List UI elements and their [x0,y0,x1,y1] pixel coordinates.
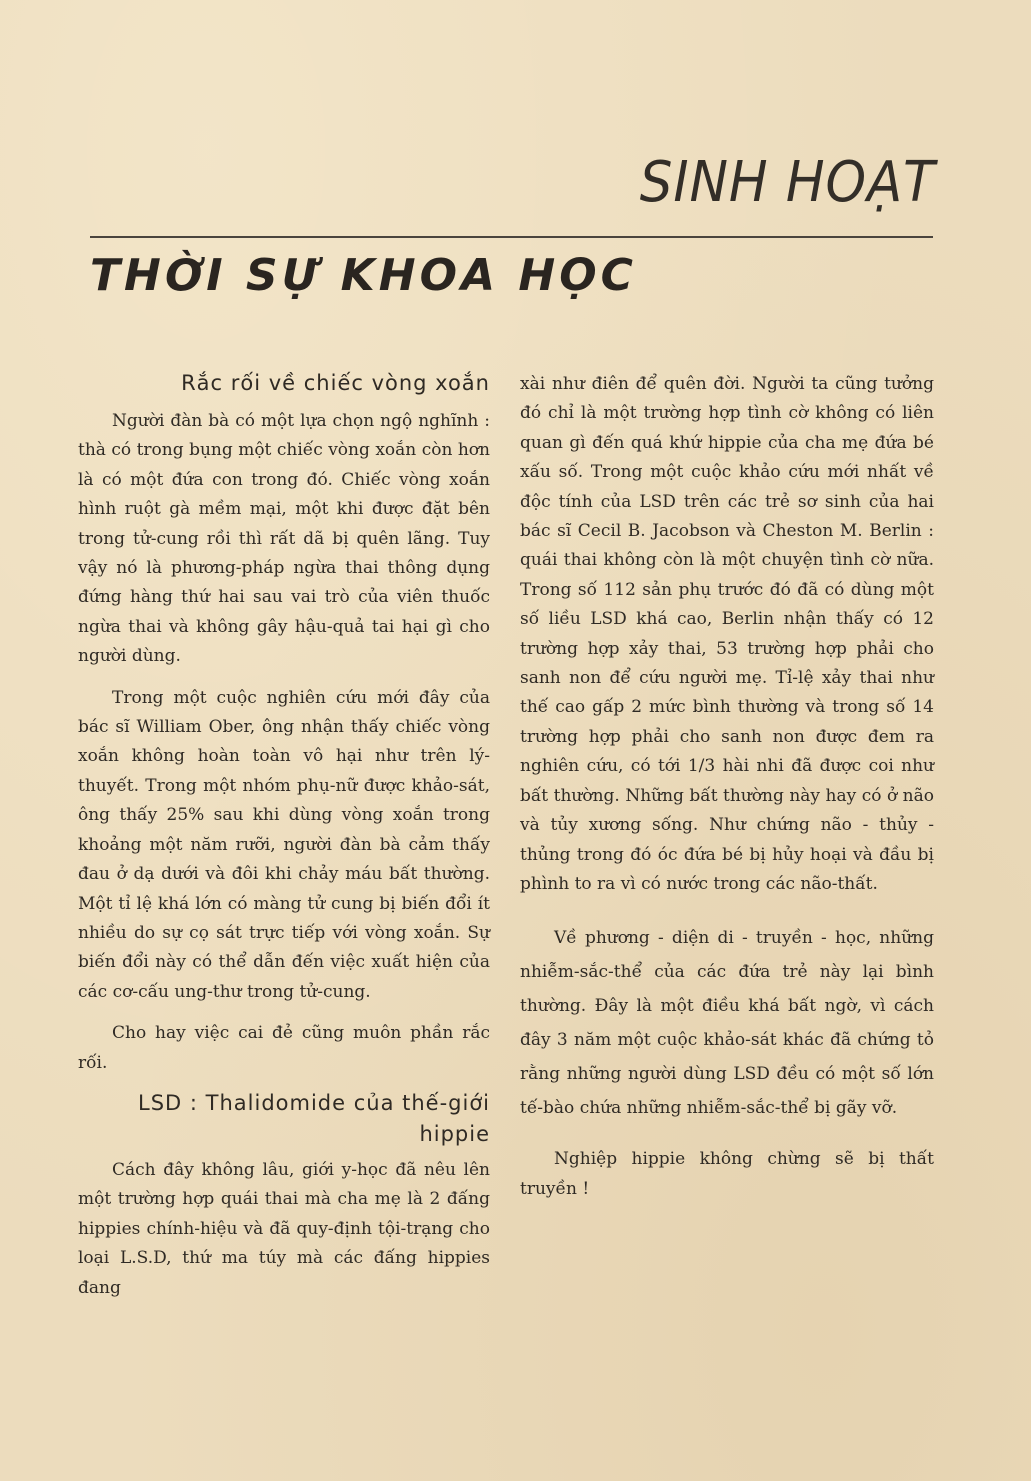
left-column [78,368,490,1303]
article2-headline: LSD : Thalidomide của thế-giới hippie [138,1090,490,1146]
section-label: SINH HOẠT [640,150,936,215]
section-title: THỜI SỰ KHOA HỌC [90,250,637,301]
right-column [520,370,934,1204]
article1-headline: Rắc rối về chiếc vòng xoắn [181,371,490,395]
article1-paragraph: Người đàn bà có một lựa chọn ngộ nghĩnh : thà có trong bụng một chiếc vòng xoắn còn hơn là có một đứa con trong đó. Chiếc vòng xoắn hình ruột gà mềm mại, một khi được đặt bên trong tử-cung rồi thì rất dã bị quên lãng. Tuy vậy nó là phương-pháp ngừa thai thông dụng đứng hàng thứ hai sau vai trò của viên thuốc ngừa thai và không gây hậu-quả tai hại gì cho người dùng. [78,411,490,667]
article1-paragraph: Trong một cuộc nghiên cứu mới đây của bác sĩ William Ober, ông nhận thấy chiếc vòng xoắn không hoàn toàn vô hại như trên lý-thuyết. Trong một nhóm phụ-nữ được khảo-sát, ông thấy 25% sau khi dùng vòng xoắn trong khoảng một năm rưỡi, người đàn bà cảm thấy đau ở dạ dưới và đôi khi chảy máu bất thường. Một tỉ lệ khá lớn có màng tử cung bị biến đổi ít nhiều do sự cọ sát trực tiếp với vòng xoắn. Sự biến đổi này có thể dẫn đến việc xuất hiện của các cơ-cấu ung-thư trong tử-cung. [78,687,490,1002]
article2-paragraph: Về phương - diện di - truyền - học, những nhiễm-sắc-thể của các đứa trẻ này lại bình thường. Đây là một điều khá bất ngờ, vì cách đây 3 năm một cuộc khảo-sát khác đã chứng tỏ rằng những người dùng LSD đều có một số lớn tế-bào chứa những nhiễm-sắc-thể bị gãy vỡ. [520,928,934,1119]
article2-paragraph: Cách đây không lâu, giới y-học đã nêu lên một trường hợp quái thai mà cha mẹ là 2 đấng hippies chính-hiệu và đã quy-định tội-trạng cho loại L.S.D, thứ ma túy mà các đấng hippies đang [78,1159,490,1298]
article1-paragraph: Cho hay việc cai đẻ cũng muôn phần rắc rối. [78,1023,490,1073]
article2-closing-line: Nghiệp hippie không chừng sẽ bị thất truyền ! [520,1149,934,1199]
article2-paragraph: xài như điên để quên đời. Người ta cũng tưởng đó chỉ là một trường hợp tình cờ không có liên quan gì đến quá khứ hippie của cha mẹ đứa bé xấu số. Trong một cuộc khảo cứu mới nhất về độc tính của LSD trên các trẻ sơ sinh của hai bác sĩ Cecil B. Jacobson và Cheston M. Berlin : quái thai không còn là một chuyện tình cờ nữa. Trong số 112 sản phụ trước đó đã có dùng một số liều LSD khá cao, Berlin nhận thấy có 12 trường hợp xảy thai, 53 trường hợp phải cho sanh non để cứu người mẹ. Tỉ-lệ xảy thai như thế cao gấp 2 mức bình thường và trong số 14 trường hợp phải cho sanh non được đem ra nghiên cứu, có tới 1/3 hài nhi đã được coi như bất thường. Những bất thường này hay có ở não và tủy xương sống. Như chứng não - thủy - thủng trong đó óc đứa bé bị hủy hoại và đầu bị phình to ra vì có nước trong các não-thất. [520,374,934,894]
header-rule [90,236,933,238]
